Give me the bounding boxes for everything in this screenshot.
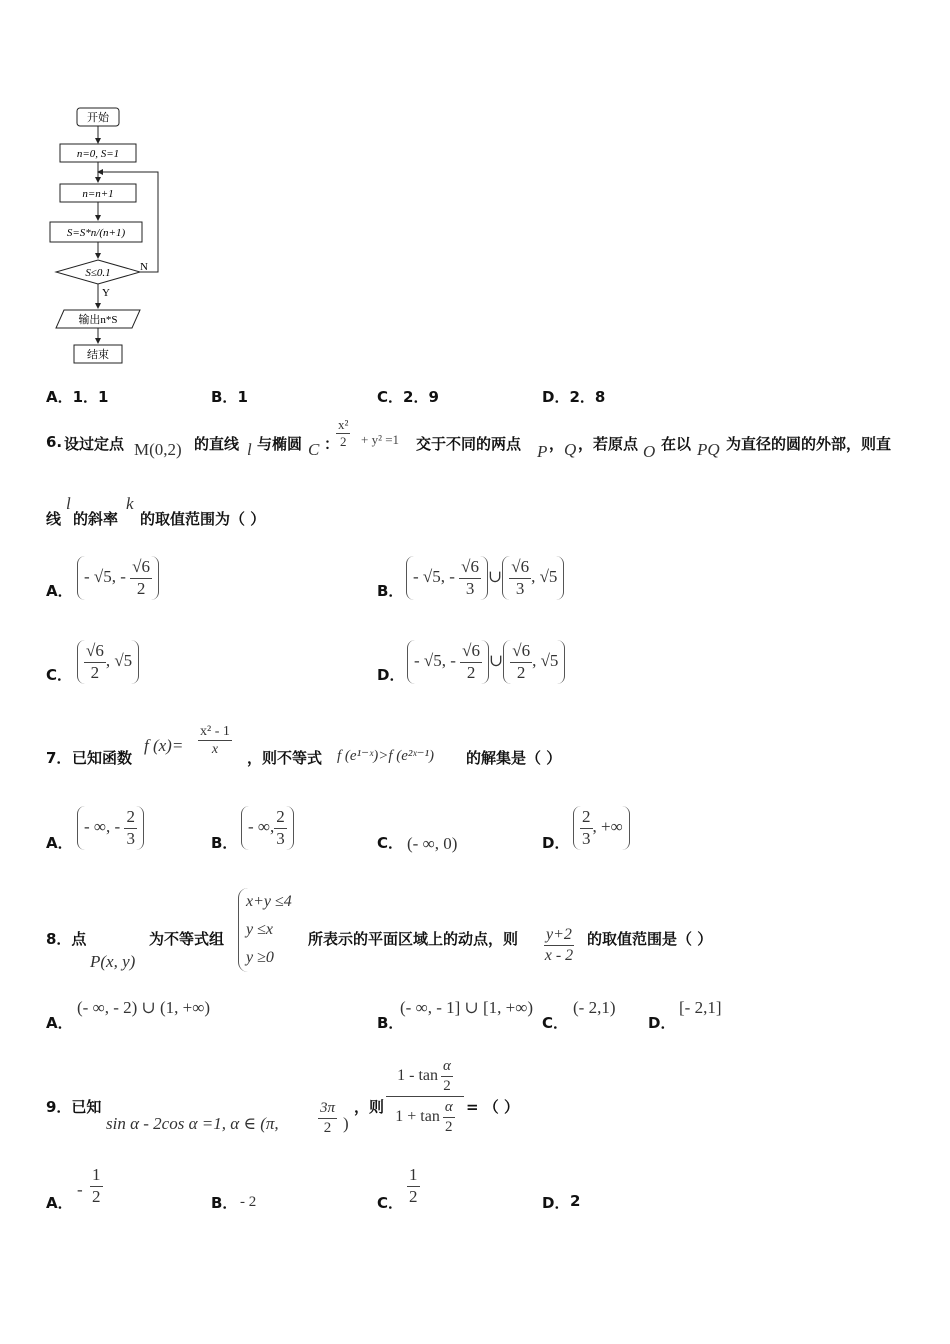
q7-func-den: x	[211, 742, 219, 758]
q6-option-c-expr	[77, 640, 139, 684]
q9-main-bottom	[386, 1097, 464, 1135]
q7-text-1: 已知函数	[72, 749, 133, 767]
q6-a-den: 2	[136, 578, 146, 598]
q6-line2-b: 的斜率	[73, 510, 119, 528]
q6-b-p1-num: √6	[459, 558, 481, 579]
yes-label: Y	[102, 287, 110, 299]
q7-option-a-letter: A．	[46, 834, 73, 852]
output-label: 输出n*S	[78, 314, 118, 326]
q6-b-p2-den: 3	[515, 578, 525, 598]
q9-main-top	[386, 1058, 464, 1097]
q9-option-b-letter: B．	[211, 1194, 238, 1212]
q9-text-1: ，则	[354, 1098, 385, 1116]
q9-option-a-frac	[90, 1166, 103, 1206]
q8-option-a-text: (- ∞, - 2) ∪ (1, +∞)	[77, 998, 211, 1017]
flowchart-diagram	[40, 100, 180, 370]
q8-option-b-text: (- ∞, - 1] ∪ [1, +∞)	[400, 998, 534, 1017]
q7-b-left: - ∞,	[248, 817, 275, 837]
q6-a-num: √6	[130, 558, 152, 579]
q6-ellipse-c: C	[308, 440, 320, 459]
q7-a-num: 2	[124, 808, 137, 829]
q6-line2-c: 的取值范围为（ ）	[140, 510, 266, 528]
q8-option-a-letter: A．	[46, 1014, 73, 1032]
q6-segment-pq: PQ	[697, 440, 720, 459]
q8-option-b-letter: B．	[377, 1014, 404, 1032]
q6-text-5: ，若原点	[578, 435, 639, 453]
q9-a-num: 1	[90, 1166, 103, 1187]
q6-a-left: - √5, -	[84, 567, 126, 587]
q7-d-den: 3	[582, 828, 591, 848]
q7-func-frac	[198, 724, 232, 758]
q8-ratio-frac	[544, 926, 574, 964]
q5-option-b	[211, 386, 248, 407]
q9-number: 9．已知	[46, 1098, 102, 1116]
q7-option-b-letter: B．	[211, 834, 238, 852]
q8-number: 8．点	[46, 930, 87, 948]
q8-ratio-num: y+2	[544, 926, 574, 946]
q9-option-a-sign: -	[77, 1180, 83, 1199]
q9-bot-text: 1 + tan	[395, 1108, 440, 1125]
q9-bot-alpha: α	[443, 1099, 455, 1118]
q7-d-num: 2	[580, 808, 593, 829]
q6-slope-k: k	[126, 494, 134, 513]
flowchart	[40, 100, 180, 370]
q7-inequality: f (e¹⁻ˣ)>f (e²ˣ⁻¹)	[337, 748, 435, 764]
q6-option-c-letter: C．	[46, 666, 73, 684]
q6-d-p2-den: 2	[516, 662, 526, 682]
q9-top-text: 1 - tan	[397, 1067, 438, 1084]
q6-option-b-expr	[406, 556, 564, 600]
q6-text-6: 在以	[661, 435, 692, 453]
q6-d-p1-num: √6	[460, 642, 482, 663]
q7-b-num: 2	[274, 808, 287, 829]
q9-option-c-letter: C．	[377, 1194, 404, 1212]
q6-origin-o: O	[643, 442, 656, 461]
q6-text-2: 的直线	[194, 435, 240, 453]
q7-option-d-letter: D．	[542, 834, 570, 852]
q6-b-p2-right: , √5	[531, 567, 558, 587]
q9-c-den: 2	[409, 1186, 418, 1206]
condition-label: S≤0.1	[85, 267, 111, 279]
q9-option-b-text: - 2	[240, 1194, 257, 1210]
q5-option-a	[46, 386, 108, 407]
q8-option-d-text: [- 2,1]	[679, 998, 722, 1017]
q7-d-right: , +∞	[592, 817, 623, 837]
q6-text-7: 为直径的圆的外部，则直	[726, 435, 892, 453]
q9-a-den: 2	[92, 1186, 101, 1206]
q6-line-l: l	[247, 440, 252, 459]
q6-b-p2-num: √6	[509, 558, 531, 579]
q6-ellipse-num: x²	[336, 418, 350, 434]
q6-option-a-letter: A．	[46, 582, 73, 600]
no-label: N	[140, 261, 148, 273]
q9-condition-close: )	[343, 1114, 349, 1133]
q9-option-a-letter: A．	[46, 1194, 73, 1212]
q7-option-c-text: (- ∞, 0)	[407, 834, 458, 853]
q7-a-den: 3	[126, 828, 135, 848]
q9-equals: = （ ）	[466, 1098, 520, 1116]
q6-point-p: P	[537, 442, 548, 461]
q7-option-c-letter: C．	[377, 834, 404, 852]
q6-text-1: 设过定点	[64, 435, 125, 453]
q5-option-b-text: 1	[237, 388, 248, 406]
q6-b-p1-den: 3	[465, 578, 475, 598]
q8-system-line-3: y ≥0	[246, 949, 274, 966]
step1-label: n=n+1	[82, 188, 114, 200]
q9-bot-two: 2	[445, 1118, 453, 1135]
q6-c-right: , √5	[105, 651, 133, 671]
q5-option-d-text: 2．8	[569, 388, 606, 406]
q6-point-m: M(0,2)	[134, 440, 182, 459]
q6-point-q: Q	[564, 440, 577, 459]
q6-d-p2-right: , √5	[532, 651, 559, 671]
q7-option-d-expr	[573, 806, 630, 850]
q5-option-d	[542, 386, 605, 407]
q6-line2-a: 线	[46, 510, 62, 528]
q5-option-a-text: 1．1	[72, 388, 109, 406]
q5-option-c	[377, 386, 439, 407]
q6-ellipse-den: 2	[339, 434, 347, 450]
q8-ratio-den: x - 2	[544, 946, 574, 964]
q8-text-2: 所表示的平面区域上的动点，则	[308, 930, 519, 948]
q6-b-union: ∪	[488, 567, 503, 587]
q8-system	[238, 888, 292, 972]
q6-ellipse-frac	[336, 418, 350, 450]
q6-c-den: 2	[90, 662, 100, 682]
q6-c-num: √6	[84, 642, 106, 663]
q5-option-b-letter: B．	[211, 388, 238, 406]
q9-option-c-frac	[407, 1166, 420, 1206]
q6-b-p1-left: - √5, -	[413, 567, 455, 587]
q6-colon: ：	[324, 435, 340, 453]
q8-option-d-letter: D．	[648, 1014, 676, 1032]
start-label: 开始	[87, 112, 109, 124]
q6-line2-l: l	[66, 494, 71, 513]
q6-option-b-letter: B．	[377, 582, 404, 600]
q9-c-num: 1	[407, 1166, 420, 1187]
end-label: 结束	[87, 349, 109, 361]
q6-d-p1-left: - √5, -	[414, 651, 456, 671]
q8-point-p: P(x, y)	[90, 952, 136, 971]
q5-option-a-letter: A．	[46, 388, 73, 406]
q7-text-2: ，则不等式	[247, 749, 323, 767]
q9-main-frac	[386, 1058, 464, 1135]
q9-condition-frac	[318, 1100, 337, 1136]
q7-text-3: 的解集是（ ）	[466, 749, 562, 767]
q6-option-a-expr	[77, 556, 159, 600]
q6-text-4: 交于不同的两点	[416, 435, 522, 453]
q6-ellipse-rest: + y² =1	[361, 432, 400, 447]
q8-option-c-letter: C．	[542, 1014, 569, 1032]
q7-option-b-expr	[241, 806, 294, 850]
q9-condition-num: 3π	[318, 1100, 337, 1119]
q9-option-d-letter: D．	[542, 1194, 570, 1212]
q9-condition-den: 2	[323, 1119, 332, 1136]
q6-d-union: ∪	[489, 651, 504, 671]
q8-text-1: 为不等式组	[149, 930, 225, 948]
q9-top-two: 2	[443, 1077, 451, 1094]
q6-text-3: 与椭圆	[257, 435, 303, 453]
q6-d-p1-den: 2	[466, 662, 476, 682]
q7-number: 7．	[46, 749, 72, 767]
q7-b-den: 3	[276, 828, 285, 848]
q9-condition: sin α - 2cos α =1, α ∈ (π,	[106, 1114, 279, 1133]
q8-text-3: 的取值范围是（ ）	[587, 930, 713, 948]
q9-top-alpha: α	[441, 1058, 453, 1077]
q5-option-c-letter: C．	[377, 388, 404, 406]
init-label: n=0, S=1	[76, 148, 120, 160]
q6-d-p2-num: √6	[510, 642, 532, 663]
q8-system-line-2: y ≤x	[246, 921, 273, 938]
q8-system-line-1: x+y ≤4	[246, 893, 292, 910]
q7-option-a-expr	[77, 806, 144, 850]
q6-comma: ，	[549, 435, 565, 453]
q6-option-d-expr	[407, 640, 565, 684]
q7-func-num: x² - 1	[198, 724, 232, 741]
q6-option-d-letter: D．	[377, 666, 405, 684]
q5-option-d-letter: D．	[542, 388, 570, 406]
q5-option-c-text: 2．9	[403, 388, 439, 406]
q6-number: 6.	[46, 433, 63, 451]
step2-label: S=S*n/(n+1)	[66, 227, 126, 239]
q9-option-d-text: 2	[570, 1192, 581, 1210]
q7-func: f (x)=	[144, 736, 184, 755]
q8-option-c-text: (- 2,1)	[573, 998, 616, 1017]
q7-a-left: - ∞, -	[84, 817, 121, 837]
